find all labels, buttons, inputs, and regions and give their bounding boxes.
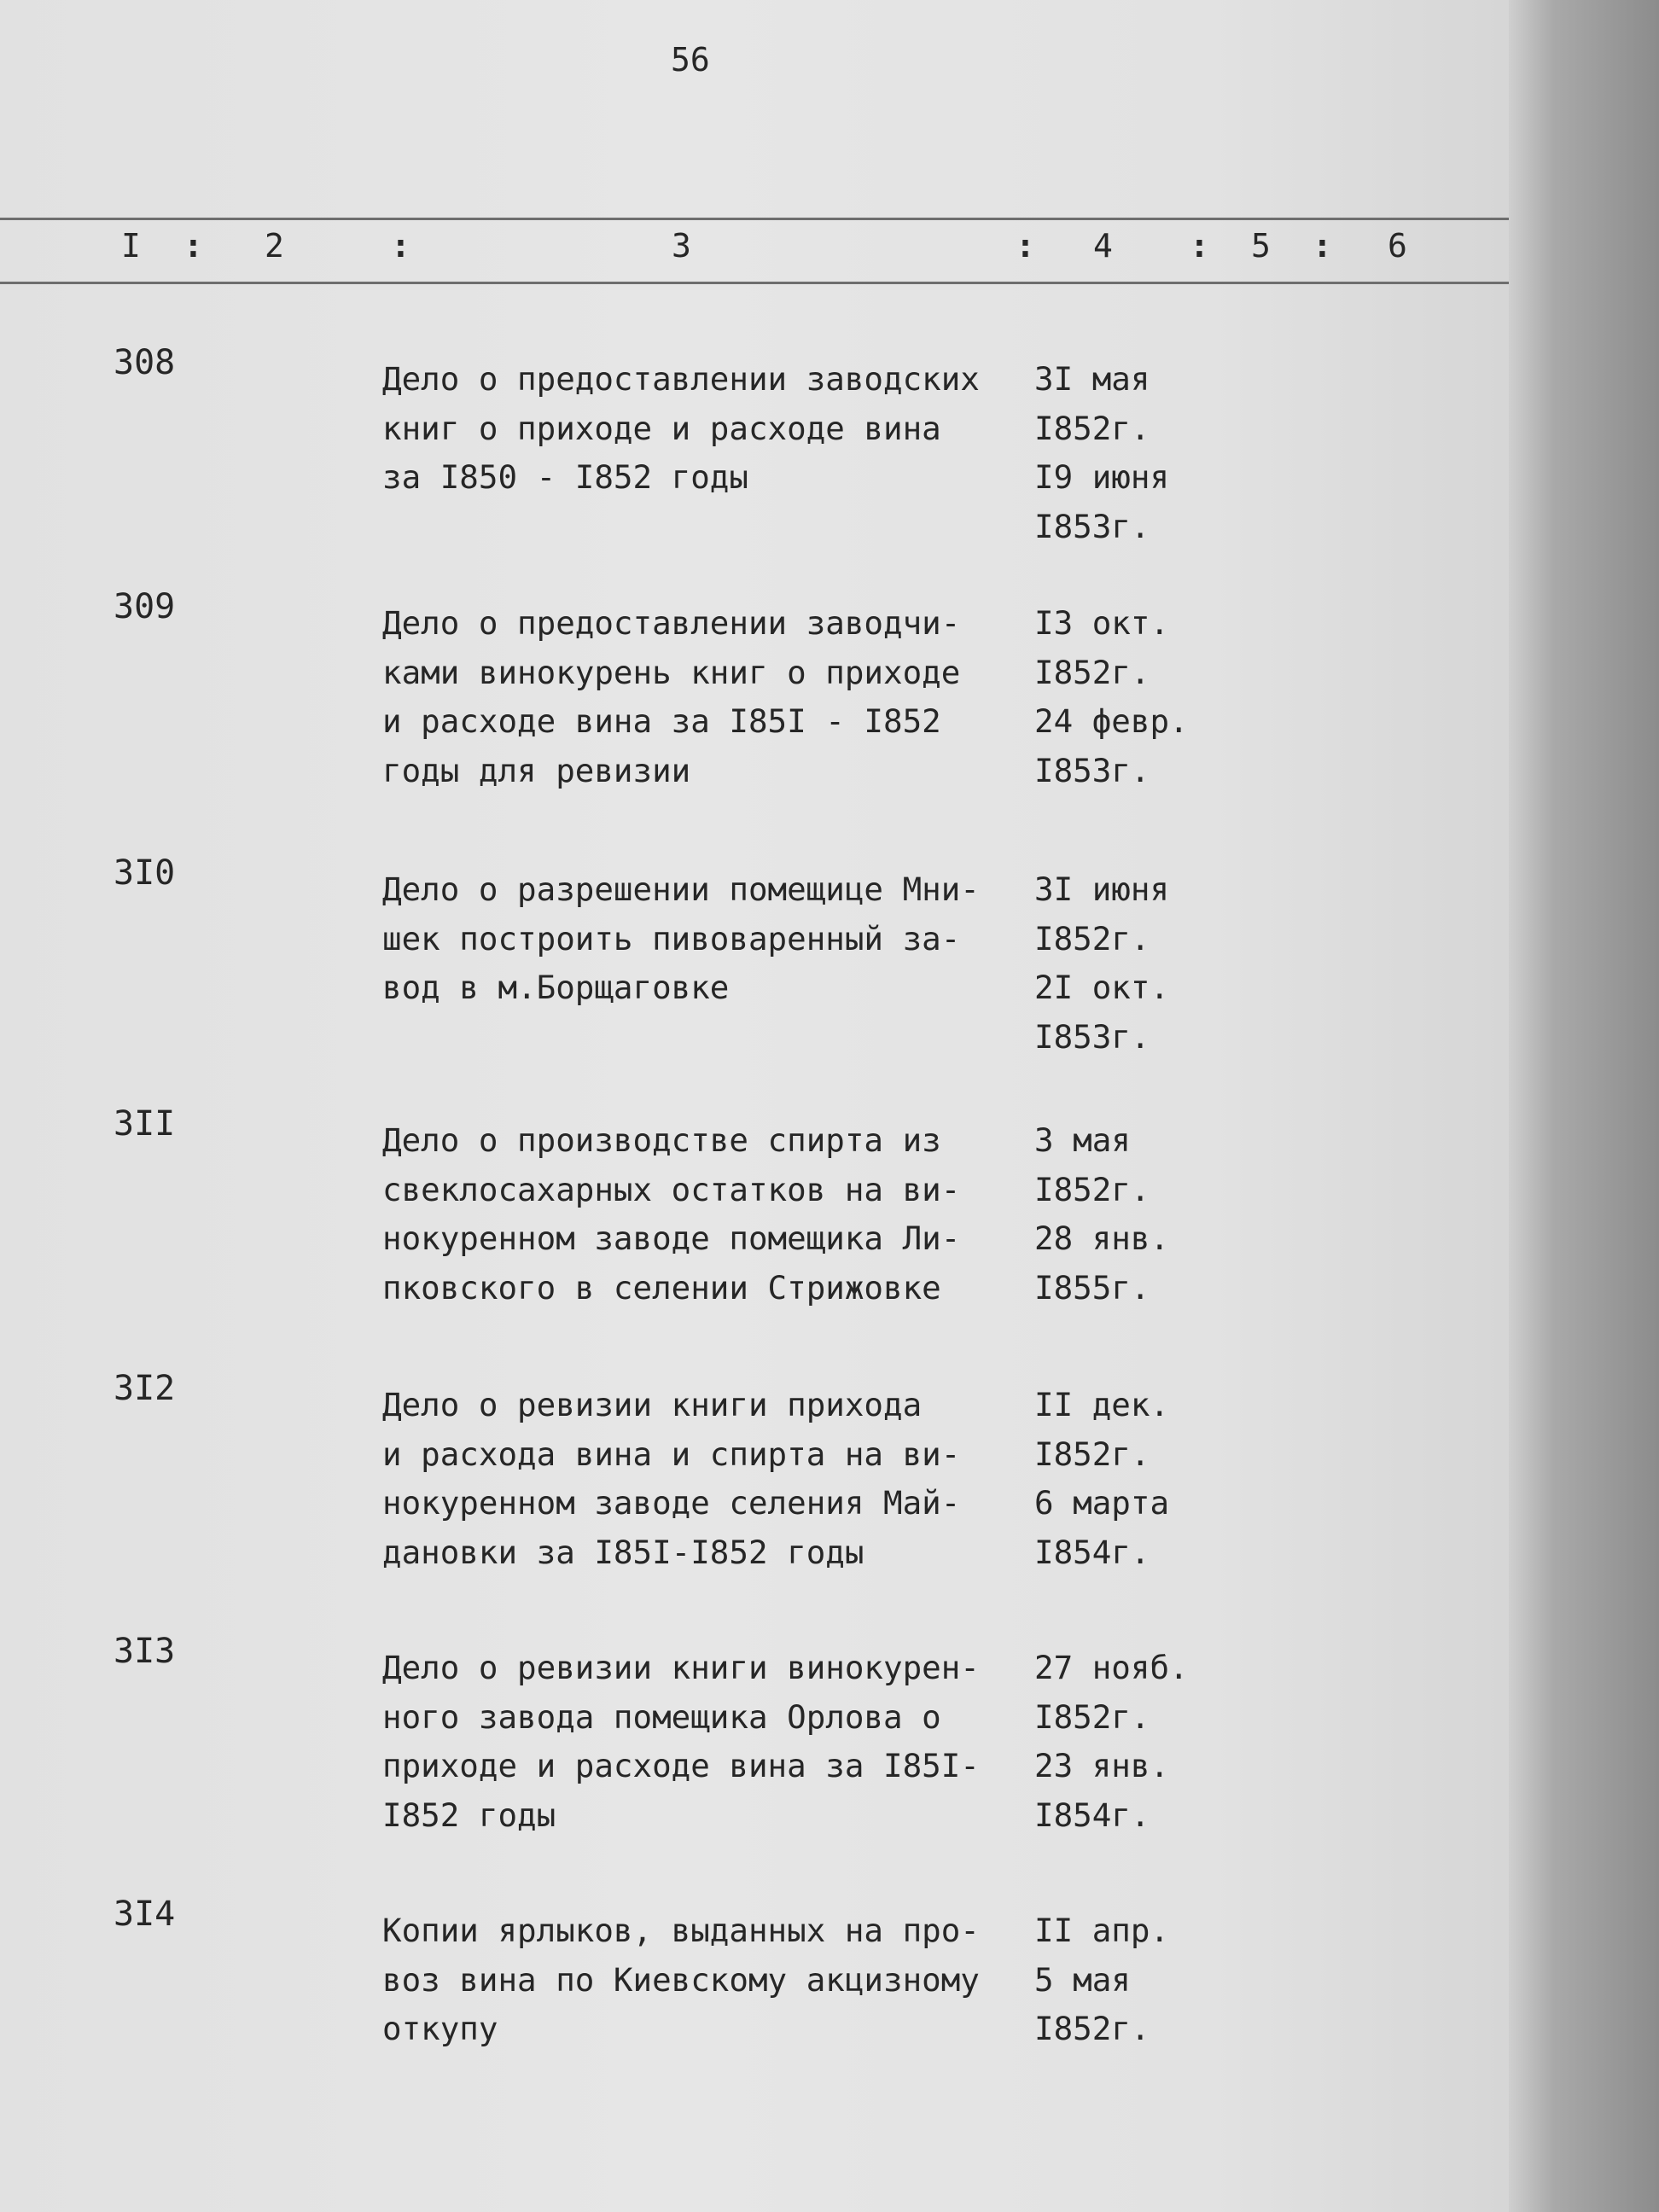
entry-number: 3I0	[114, 853, 176, 893]
entry-date-line: I3 окт.	[1034, 604, 1170, 642]
column-separator: :	[1190, 227, 1209, 265]
entry-date-line: I855г.	[1034, 1268, 1150, 1307]
entry-title-line: ками винокурень книг о приходе	[382, 653, 961, 691]
entry-dates	[1034, 865, 1169, 1062]
column-header-6: 6	[1388, 227, 1407, 265]
entry-dates	[1034, 1644, 1189, 1840]
entry-date-line: 24 февр.	[1034, 702, 1189, 740]
entry-title-line: Дело о предоставлении заводчи-	[382, 604, 961, 642]
entry-title	[382, 599, 960, 795]
entry-date-line: I852г.	[1034, 653, 1150, 691]
entry-date-line: I853г.	[1034, 751, 1150, 789]
entry-date-line: I854г.	[1034, 1796, 1150, 1834]
column-header-4: 4	[1093, 227, 1113, 265]
entry-title-line: шек построить пивоваренный за-	[382, 919, 961, 958]
entry-title-line: свеклосахарных остатков на ви-	[382, 1170, 961, 1208]
entry-title	[382, 1381, 960, 1577]
entry-date-line: I852г.	[1034, 2010, 1150, 2047]
entry-title-line: вод в м.Борщаговке	[382, 969, 730, 1006]
entry-date-line: I854г.	[1034, 1533, 1150, 1571]
entry-title-line: Дело о разрешении помещице Мни-	[382, 870, 980, 908]
entry-title-line: и расхода вина и спирта на ви-	[382, 1435, 961, 1473]
entry-dates	[1034, 1116, 1169, 1313]
entry-title	[382, 1906, 980, 2054]
header-rule-bottom	[0, 282, 1509, 284]
entry-dates	[1034, 355, 1169, 551]
entry-title-line: пковского в селении Стрижовке	[382, 1268, 941, 1307]
column-header-2: 2	[265, 227, 284, 265]
entry-date-line: 5 мая	[1034, 1960, 1131, 1999]
entry-number: 308	[114, 343, 176, 382]
entry-dates	[1034, 599, 1189, 795]
entry-title-line: и расходе вина за I85I - I852	[382, 702, 941, 740]
column-separator: :	[391, 227, 410, 265]
entry-title-line: откупу	[382, 2010, 498, 2047]
entry-title-line: Дело о ревизии книги винокурен-	[382, 1649, 980, 1686]
entry-title-line: Дело о предоставлении заводских	[382, 360, 980, 398]
entry-date-line: 3 мая	[1034, 1121, 1131, 1159]
entry-date-line: 3I мая	[1034, 360, 1150, 398]
entry-date-line: I853г.	[1034, 507, 1150, 545]
page-edge-shadow	[1509, 0, 1659, 2212]
entry-title-line: Копии ярлыков, выданных на про-	[382, 1912, 980, 1949]
entry-title-line: нокуренном заводе селения Май-	[382, 1484, 961, 1522]
entry-date-line: 28 янв.	[1034, 1220, 1170, 1257]
column-header-5: 5	[1251, 227, 1271, 265]
entry-title-line: Дело о производстве спирта из	[382, 1121, 941, 1159]
entry-date-line: 3I июня	[1034, 870, 1170, 908]
entry-title-line: книг о приходе и расходе вина	[382, 409, 941, 447]
entry-title	[382, 355, 980, 503]
entry-date-line: I852г.	[1034, 409, 1150, 447]
entry-number: 309	[114, 587, 176, 626]
entry-date-line: 6 марта	[1034, 1484, 1170, 1522]
entry-number: 3II	[114, 1104, 176, 1144]
entry-date-line: I852г.	[1034, 1435, 1150, 1473]
entry-title-line: нокуренном заводе помещика Ли-	[382, 1220, 961, 1257]
column-header-1: I	[121, 227, 141, 265]
entry-date-line: II дек.	[1034, 1386, 1170, 1423]
entry-date-line: 27 нояб.	[1034, 1649, 1189, 1686]
entry-title-line: за I850 - I852 годы	[382, 458, 748, 496]
entry-title	[382, 1116, 960, 1313]
entry-date-line: I852г.	[1034, 1697, 1150, 1736]
column-header-3: 3	[672, 227, 691, 265]
entry-title-line: Дело о ревизии книги прихода	[382, 1386, 923, 1423]
entry-title-line: годы для ревизии	[382, 751, 691, 789]
entry-title	[382, 1644, 980, 1840]
page-number: 56	[671, 41, 710, 79]
entry-title-line: воз вина по Киевскому акцизному	[382, 1960, 980, 1999]
entry-date-line: I9 июня	[1034, 458, 1170, 496]
header-rule-top	[0, 218, 1509, 220]
column-separator: :	[1016, 227, 1035, 265]
entry-date-line: I852г.	[1034, 919, 1150, 958]
entry-date-line: II апр.	[1034, 1912, 1170, 1949]
entry-date-line: 2I окт.	[1034, 969, 1170, 1006]
entry-title-line: I852 годы	[382, 1796, 556, 1834]
entry-number: 3I2	[114, 1369, 176, 1408]
column-separator: :	[1313, 227, 1332, 265]
column-separator: :	[183, 227, 203, 265]
entry-title-line: ного завода помещика Орлова о	[382, 1697, 941, 1736]
entry-date-line: I853г.	[1034, 1017, 1150, 1056]
entry-dates	[1034, 1381, 1169, 1577]
entry-number: 3I4	[114, 1895, 176, 1934]
entry-date-line: I852г.	[1034, 1170, 1150, 1208]
entry-title	[382, 865, 980, 1013]
entry-title-line: дановки за I85I-I852 годы	[382, 1533, 864, 1571]
entry-date-line: 23 янв.	[1034, 1747, 1170, 1784]
entry-number: 3I3	[114, 1632, 176, 1671]
entry-title-line: приходе и расходе вина за I85I-	[382, 1747, 980, 1784]
entry-dates	[1034, 1906, 1169, 2054]
